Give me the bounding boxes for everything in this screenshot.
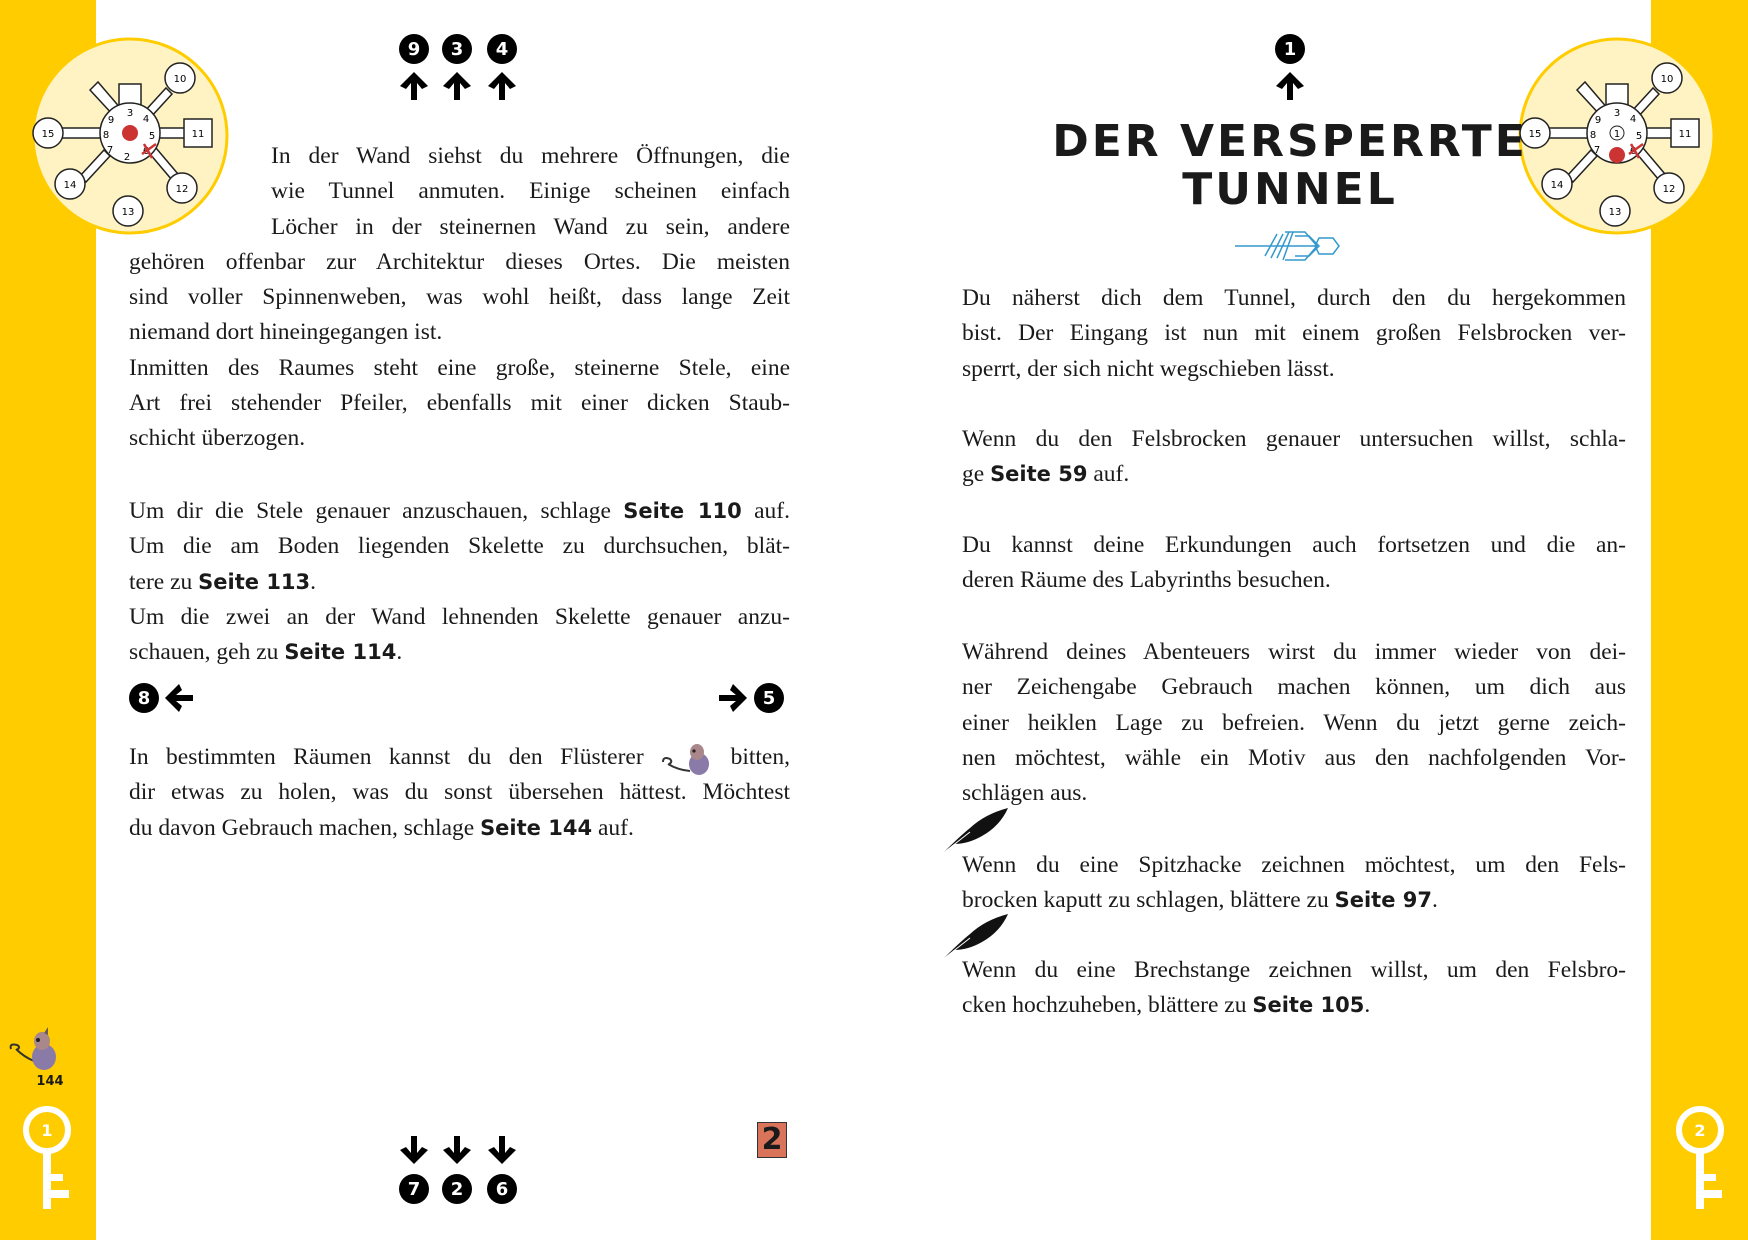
- text-segment: Während deines Abenteuers wirst du immer wieder von dei-: [962, 639, 1626, 665]
- text-segment: tere zu: [129, 568, 199, 595]
- text-line: [129, 315, 790, 350]
- arrow-up-icon: [399, 71, 429, 101]
- drawing-paragraph: [962, 635, 1626, 811]
- key-number: 1: [41, 1121, 53, 1140]
- text-segment: auf.: [741, 498, 790, 524]
- text-line: [129, 565, 790, 600]
- map-door-label: 8: [1589, 130, 1597, 141]
- text-line: [129, 529, 790, 564]
- text-segment: Um die zwei an der Wand lehnenden Skelette genauer anzu-: [129, 603, 790, 630]
- text-segment: .: [1364, 992, 1371, 1019]
- title-line-1: DER VERSPERRTE: [1052, 116, 1528, 167]
- text-segment: In der Wand siehst du mehrere Öffnungen, die: [271, 143, 790, 169]
- text-segment: gehören offenbar zur Architektur dieses Ortes. Die meisten: [129, 248, 790, 275]
- text-line: [962, 528, 1626, 563]
- text-segment: auf.: [1087, 461, 1130, 488]
- text-line: [129, 421, 790, 456]
- map-room-label: 12: [1662, 184, 1676, 195]
- text-segment: du davon Gebrauch machen, schlage: [129, 814, 481, 841]
- text-line: [962, 635, 1626, 670]
- text-segment: Art frei stehender Pfeiler, ebenfalls mit einer dicken Staub-: [129, 390, 790, 417]
- key-icon: [17, 1104, 77, 1224]
- text-line: [962, 776, 1626, 811]
- arrow-down-icon: [487, 1135, 517, 1165]
- pickaxe-option-paragraph: [962, 848, 1626, 919]
- arrow-right-icon: [718, 683, 748, 713]
- text-line: [962, 848, 1626, 883]
- map-door-label: 5: [148, 131, 156, 142]
- page-reference-link[interactable]: Seite 144: [480, 815, 593, 840]
- text-segment: brocken kaputt zu schlagen, blättere zu: [962, 887, 1335, 914]
- text-segment: Du näherst dich dem Tunnel, durch den du hergekommen: [962, 285, 1626, 311]
- text-segment: cken hochzuheben, blättere zu: [962, 992, 1253, 1019]
- map-door-label: 9: [1594, 115, 1602, 126]
- text-segment: .: [396, 639, 403, 666]
- page-reference-link[interactable]: Seite 113: [198, 569, 311, 594]
- text-segment: nen möchtest, wähle ein Motiv aus den nachfolgenden Vor-: [962, 744, 1626, 771]
- arrow-up-icon: [487, 71, 517, 101]
- map-room-label: 14: [63, 180, 77, 191]
- arrow-left-icon: [164, 683, 194, 713]
- map-center-label: 1: [1613, 129, 1621, 140]
- text-segment: In bestimmten Räumen kannst du den Flüsterer: [129, 744, 662, 770]
- text-line: [962, 706, 1626, 741]
- labyrinth-map-right: [1517, 36, 1717, 236]
- map-door-label: 3: [1613, 108, 1621, 119]
- text-segment: .: [310, 568, 317, 595]
- text-segment: Um die am Boden liegenden Skelette zu durchsuchen, blät-: [129, 533, 790, 560]
- key-number: 2: [1694, 1121, 1706, 1140]
- crowbar-option-paragraph: [962, 953, 1626, 1024]
- arrow-down-icon: [442, 1135, 472, 1165]
- whisperer-paragraph: [129, 740, 790, 846]
- page-reference-link[interactable]: Seite 114: [284, 640, 397, 665]
- text-line: [271, 139, 790, 174]
- map-room-label: 11: [191, 129, 205, 140]
- map-door-label: 5: [1635, 131, 1643, 142]
- map-door-label: 3: [126, 108, 134, 119]
- text-segment: auf.: [592, 814, 634, 841]
- text-line: [962, 953, 1626, 988]
- map-door-label: 4: [1629, 114, 1637, 125]
- text-line: [962, 352, 1626, 387]
- text-line: [129, 775, 790, 810]
- nav-room-9-button[interactable]: 9: [399, 34, 429, 64]
- text-segment: Wenn du eine Brechstange zeichnen willst, um den Felsbro-: [962, 957, 1626, 983]
- nav-room-7-button[interactable]: 7: [399, 1174, 429, 1204]
- page-reference-link[interactable]: Seite 59: [990, 462, 1088, 487]
- map-door-label: 2: [123, 152, 131, 163]
- text-segment: ner Zeichengabe Gebrauch machen können, um dich aus: [962, 674, 1626, 701]
- map-room-label: 13: [121, 207, 135, 218]
- arrow-down-icon: [399, 1135, 429, 1165]
- page-reference-link[interactable]: Seite 97: [1334, 888, 1432, 913]
- nav-room-6-button[interactable]: 6: [487, 1174, 517, 1204]
- text-line: [962, 670, 1626, 705]
- text-segment: bitten,: [730, 744, 790, 770]
- page-number-badge: 2: [757, 1122, 787, 1158]
- text-segment: bist. Der Eingang ist nun mit einem großen Felsbrocken ver-: [962, 320, 1626, 347]
- text-segment: sperrt, der sich nicht wegschieben lässt.: [962, 355, 1335, 382]
- text-line: [129, 245, 790, 280]
- nav-room-4-button[interactable]: 4: [487, 34, 517, 64]
- text-segment: ge: [962, 461, 991, 488]
- text-segment: wie Tunnel anmuten. Einige scheinen einfach: [271, 178, 790, 205]
- text-line: [962, 988, 1626, 1023]
- text-segment: sind voller Spinnenweben, was wohl heißt, dass lange Zeit: [129, 284, 790, 311]
- map-door-label: 6: [1629, 146, 1637, 157]
- map-room-label: 10: [173, 74, 187, 85]
- text-line: [962, 883, 1626, 918]
- arrow-up-icon: [442, 71, 472, 101]
- text-line: [129, 600, 790, 635]
- text-line: [129, 280, 790, 315]
- map-door-label: 4: [142, 114, 150, 125]
- nav-room-5-button[interactable]: 5: [754, 683, 784, 713]
- map-room-label: 12: [175, 184, 189, 195]
- text-line: [129, 811, 790, 846]
- text-line: [129, 351, 790, 386]
- text-segment: Du kannst deine Erkundungen auch fortsetzen und die an-: [962, 532, 1626, 558]
- choices-paragraph: [129, 494, 790, 670]
- title-line-2: TUNNEL: [1182, 164, 1398, 215]
- map-door-label: 6: [142, 146, 150, 157]
- text-line: [271, 174, 790, 209]
- nav-room-3-button[interactable]: 3: [442, 34, 472, 64]
- text-segment: Inmitten des Raumes steht eine große, steinerne Stele, eine: [129, 354, 790, 381]
- map-room-label: 15: [41, 129, 55, 140]
- intro-paragraph: [962, 281, 1626, 387]
- text-segment: Wenn du den Felsbrocken genauer untersuchen willst, schla-: [962, 426, 1626, 452]
- text-segment: dir etwas zu holen, was du sonst übersehen hättest. Möchtest: [129, 779, 790, 806]
- key-icon: [1670, 1104, 1730, 1224]
- map-door-label: 9: [107, 115, 115, 126]
- text-line: [129, 635, 790, 670]
- text-line: [962, 422, 1626, 457]
- map-door-label: 8: [102, 130, 110, 141]
- text-segment: Wenn du eine Spitzhacke zeichnen möchtest, um den Fels-: [962, 852, 1626, 878]
- text-line: [962, 563, 1626, 598]
- map-door-label: 7: [1593, 145, 1601, 156]
- text-line: [129, 386, 790, 421]
- map-corridor: [60, 128, 104, 138]
- intro-paragraph: [129, 139, 790, 457]
- text-segment: schauen, geh zu: [129, 639, 285, 666]
- nav-room-2-button[interactable]: 2: [442, 1174, 472, 1204]
- text-line: [129, 740, 790, 775]
- text-segment: schicht überzogen.: [129, 425, 306, 452]
- map-room-label: 13: [1608, 207, 1622, 218]
- whisperer-creature-icon[interactable]: [8, 1027, 68, 1071]
- text-line: [129, 494, 790, 529]
- nav-room-1-button[interactable]: 1: [1275, 34, 1305, 64]
- text-segment: deren Räume des Labyrinths besuchen.: [962, 567, 1331, 594]
- text-line: [962, 281, 1626, 316]
- text-line: [962, 316, 1626, 351]
- map-room-label: 15: [1528, 129, 1542, 140]
- text-segment: niemand dort hineingegangen ist.: [129, 319, 443, 346]
- text-line: [962, 457, 1626, 492]
- choice-paragraph: [962, 422, 1626, 493]
- map-room-label: 11: [1678, 129, 1692, 140]
- choice-paragraph: [962, 528, 1626, 599]
- text-line: [962, 741, 1626, 776]
- page-reference-link[interactable]: Seite 110: [623, 499, 742, 523]
- whisperer-page-number: 144: [36, 1074, 64, 1089]
- whisperer-creature-icon: [661, 742, 713, 776]
- page-title: [1040, 118, 1540, 214]
- map-corridor: [1547, 128, 1591, 138]
- text-segment: einer heiklen Lage zu befreien. Wenn du jetzt gerne zeich-: [962, 709, 1626, 736]
- nav-room-8-button[interactable]: 8: [129, 683, 159, 713]
- arrow-up-icon: [1275, 71, 1305, 101]
- page-reference-link[interactable]: Seite 105: [1252, 993, 1365, 1018]
- map-door-label: 7: [106, 145, 114, 156]
- text-segment: Um dir die Stele genauer anzuschauen, schlage: [129, 498, 624, 524]
- text-line: [271, 210, 790, 245]
- text-segment: Löcher in der steinernen Wand zu sein, andere: [271, 213, 790, 240]
- map-room-label: 10: [1660, 74, 1674, 85]
- text-segment: .: [1431, 887, 1438, 914]
- map-position-marker: [1609, 147, 1625, 163]
- feather-ornament-icon: [1235, 228, 1347, 264]
- text-segment: schlägen aus.: [962, 780, 1088, 807]
- map-room-label: 14: [1550, 180, 1564, 191]
